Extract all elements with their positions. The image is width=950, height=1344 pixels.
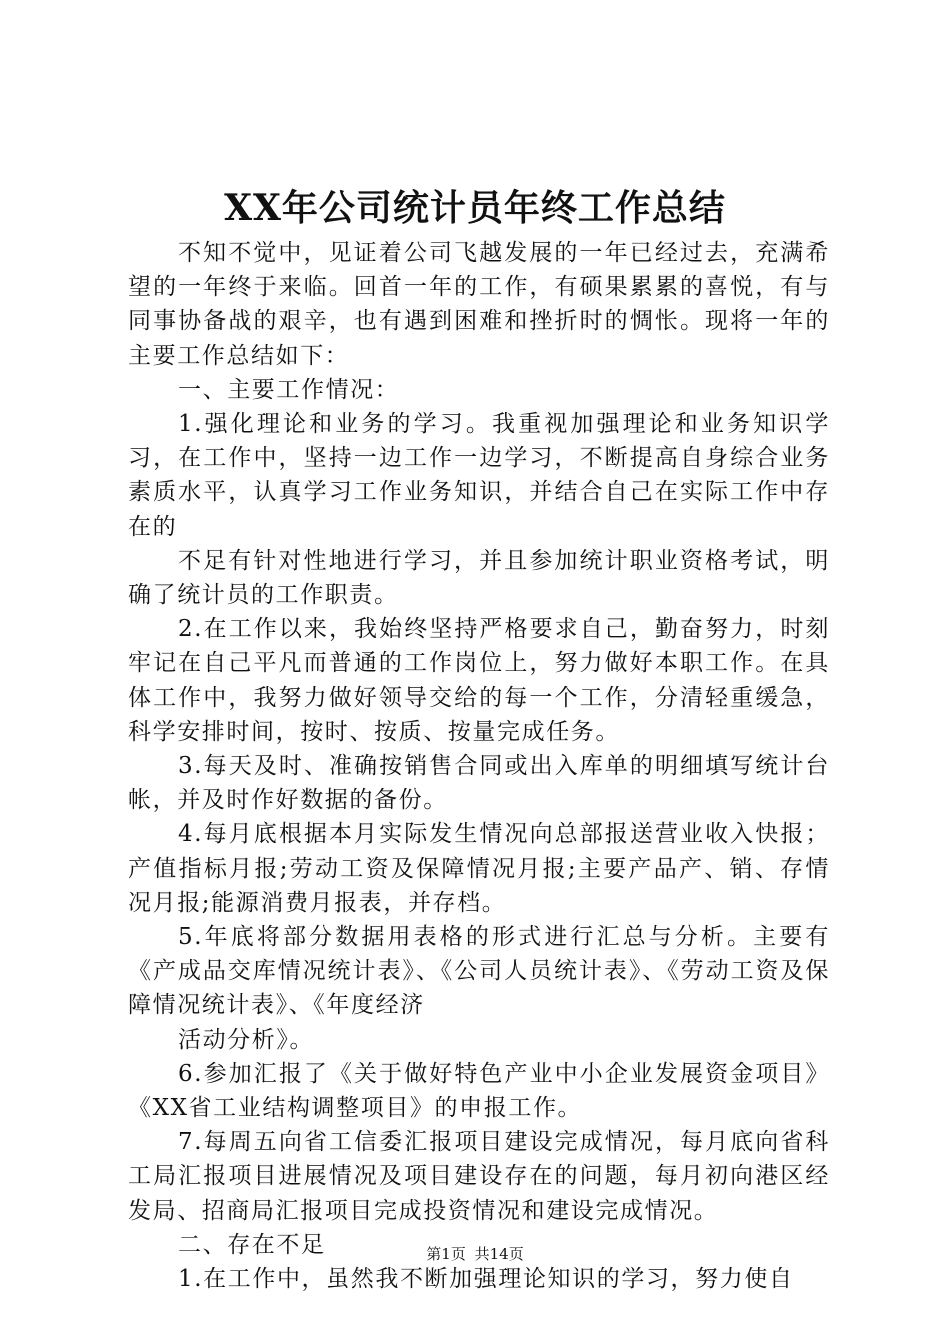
paragraph-item-1: 1.强化理论和业务的学习。我重视加强理论和业务知识学习，在工作中，坚持一边工作一边学习，不断提高自身综合业务素质水平，认真学习工作业务知识，并结合自己在实际工作中存在的 xyxy=(128,411,830,540)
paragraph-shortcoming-1: 1.在工作中，虽然我不断加强理论知识的学习，努力使自 xyxy=(178,1266,794,1293)
paragraph-intro: 不知不觉中，见证着公司飞越发展的一年已经过去，充满希望的一年终于来临。回首一年的工作，有硕果累累的喜悦，有与同事协备战的艰辛，也有遇到困难和挫折时的惆怅。现将一年的主要工作总结如下： xyxy=(128,240,830,369)
document-body xyxy=(128,236,830,1296)
page-number: 第1页 xyxy=(426,1245,466,1263)
document-title: XX年公司统计员年终工作总结 xyxy=(224,187,726,229)
paragraph-item-5-continued: 活动分析》。 xyxy=(178,1026,315,1053)
paragraph-item-6: 6.参加汇报了《关于做好特色产业中小企业发展资金项目》《XX省工业结构调整项目》的申报工作。 xyxy=(128,1060,830,1122)
paragraph-item-3: 3.每天及时、准确按销售合同或出入库单的明细填写统计台帐，并及时作好数据的备份。 xyxy=(128,753,830,814)
page-footer xyxy=(0,1244,950,1264)
paragraph-item-7: 7.每周五向省工信委汇报项目建设完成情况，每月底向省科工局汇报项目进展情况及项目建设存在的问题，每月初向港区经发局、招商局汇报项目完成投资情况和建设完成情况。 xyxy=(128,1129,830,1224)
paragraph-item-1-continued: 不足有针对性地进行学习，并且参加统计职业资格考试，明确了统计员的工作职责。 xyxy=(128,547,830,609)
section-heading-main-work: 一、主要工作情况： xyxy=(178,376,400,403)
section-heading-shortcomings: 二、存在不足 xyxy=(178,1231,326,1258)
paragraph-item-2: 2.在工作以来，我始终坚持严格要求自己，勤奋努力，时刻牢记在自己平凡而普通的工作岗位上，努力做好本职工作。在具体工作中，我努力做好领导交给的每一个工作，分清轻重缓急，科学安排时间，按时、按质、按量完成任务。 xyxy=(128,616,830,745)
paragraph-item-5: 5.年底将部分数据用表格的形式进行汇总与分析。主要有《产成品交库情况统计表》、《公司人员统计表》、《劳动工资及保障情况统计表》、《年度经济 xyxy=(128,924,830,1019)
paragraph-item-4: 4.每月底根据本月实际发生情况向总部报送营业收入快报；产值指标月报;劳动工资及保障情况月报;主要产品产、销、存情况月报;能源消费月报表，并存档。 xyxy=(128,821,830,916)
page-total: 共14页 xyxy=(474,1245,524,1263)
